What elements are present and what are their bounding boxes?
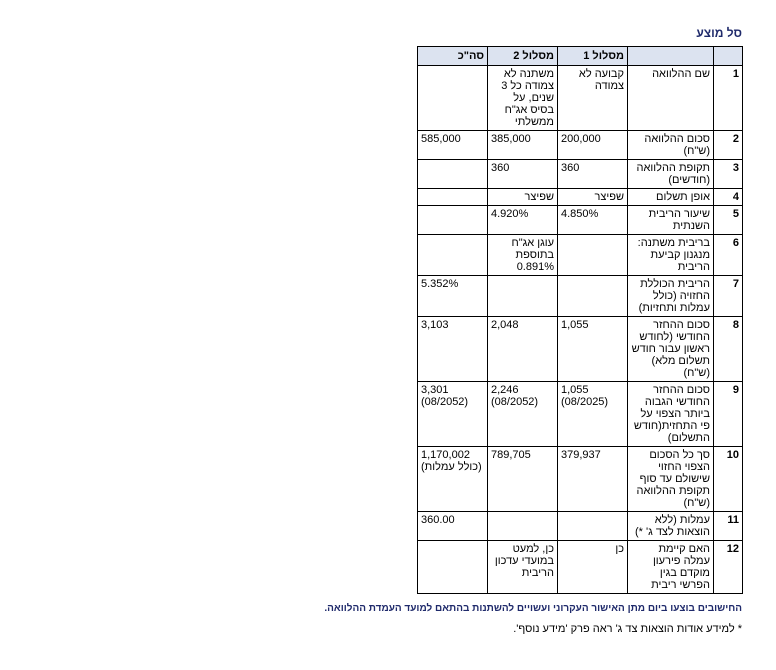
row-label-text: הריבית הכוללת החזויה (כולל עמלות ותחזיות) (638, 278, 710, 314)
row-label (628, 160, 714, 189)
route1-cell (558, 66, 628, 131)
calculation-note: החישובים בוצעו ביום מתן האישור העקרוני ועשויים להשתנות בהתאם למועד העמדת ההלוואה. (324, 603, 742, 614)
row-number (714, 276, 743, 317)
row-number-text: 9 (732, 384, 739, 396)
route2-cell (488, 317, 558, 382)
row-label (628, 541, 714, 594)
route2-cell (488, 276, 558, 317)
row-number (714, 160, 743, 189)
route1-cell (558, 512, 628, 541)
route2-cell-text: 2,048 (491, 319, 519, 331)
row-label-text: שיעור הריבית השנתית (648, 208, 710, 232)
route2-cell-text: שפיצר (524, 191, 554, 203)
total-cell (418, 447, 488, 512)
route2-cell (488, 235, 558, 276)
total-cell-subtext: (08/2052) (421, 396, 469, 408)
row-number (714, 131, 743, 160)
route1-cell-text: 379,937 (561, 449, 601, 461)
route1-cell (558, 131, 628, 160)
row-number-text: 2 (732, 133, 739, 145)
route2-cell-text: משתנה לא צמודה כל 3 שנים, על בסיס אג"ח ממשלתי (501, 68, 554, 128)
route1-cell-text: 1,055 (561, 384, 589, 396)
total-cell-text: 360.00 (421, 514, 455, 526)
total-cell-text: 3,301 (421, 384, 449, 396)
route2-cell-text: 360 (491, 162, 510, 174)
row-number-text: 3 (732, 162, 739, 174)
header-num (714, 47, 743, 66)
table-row (418, 66, 743, 131)
row-number-text: 12 (726, 543, 739, 555)
route1-cell-text: 200,000 (561, 133, 601, 145)
total-cell (418, 206, 488, 235)
route2-cell (488, 131, 558, 160)
total-cell (418, 382, 488, 447)
header-label (628, 47, 714, 66)
row-label (628, 447, 714, 512)
table-row (418, 512, 743, 541)
table-row (418, 317, 743, 382)
table-row (418, 541, 743, 594)
route1-cell-text: 1,055 (561, 319, 589, 331)
total-cell-subtext: (כולל עמלות) (421, 461, 482, 473)
route1-cell (558, 317, 628, 382)
table-header-row (418, 47, 743, 66)
header-total: סה"כ (418, 47, 488, 66)
row-label (628, 131, 714, 160)
notes-section (0, 602, 742, 636)
header-route2: מסלול 2 (488, 47, 558, 66)
row-label (628, 276, 714, 317)
route1-cell-subtext: (08/2025) (561, 396, 609, 408)
row-number (714, 512, 743, 541)
row-number-text: 4 (732, 191, 739, 203)
row-label-text: סכום ההלוואה (ש"ח) (644, 133, 710, 157)
route1-cell (558, 206, 628, 235)
total-cell (418, 512, 488, 541)
route2-cell (488, 541, 558, 594)
table-row (418, 447, 743, 512)
route1-cell (558, 235, 628, 276)
route1-cell-text: 4.850% (561, 208, 599, 220)
row-number-text: 8 (732, 319, 739, 331)
row-label-text: תקופת ההלוואה (חודשים) (636, 162, 710, 186)
row-number (714, 317, 743, 382)
header-route1: מסלול 1 (558, 47, 628, 66)
total-cell (418, 541, 488, 594)
row-label-text: סכום ההחזר החודשי (לחודש ראשון עבור חודש תשלום מלא)(ש"ח) (631, 319, 710, 379)
route2-cell-text: עוגן אג"ח בתוספת 0.891% (511, 237, 554, 273)
row-label (628, 66, 714, 131)
row-number-text: 7 (732, 278, 739, 290)
total-cell (418, 189, 488, 206)
route2-cell-subtext: (08/2052) (491, 396, 539, 408)
route1-cell (558, 447, 628, 512)
route1-cell-text: 360 (561, 162, 580, 174)
row-label-text: אופן תשלום (656, 191, 710, 203)
row-number (714, 447, 743, 512)
row-label (628, 317, 714, 382)
row-number-text: 11 (727, 514, 739, 526)
route1-cell (558, 541, 628, 594)
total-cell (418, 276, 488, 317)
row-number (714, 382, 743, 447)
route1-cell (558, 276, 628, 317)
route2-cell (488, 160, 558, 189)
table-body (418, 66, 743, 594)
footnote: * למידע אודות הוצאות צד ג' ראה פרק 'מידע נוסף'. (513, 623, 742, 635)
route2-cell (488, 382, 558, 447)
total-cell (418, 66, 488, 131)
table-row (418, 189, 743, 206)
row-label-text: בריבית משתנה: מנגנון קביעת הריבית (637, 237, 710, 273)
table-row (418, 206, 743, 235)
row-label-text: עמלות (ללא הוצאות לצד ג' *) (635, 514, 710, 538)
row-label (628, 189, 714, 206)
route1-cell (558, 382, 628, 447)
route1-cell-text: שפיצר (594, 191, 624, 203)
row-number-text: 6 (732, 237, 739, 249)
route1-cell-text: כן (615, 543, 624, 555)
row-label (628, 382, 714, 447)
route2-cell-text: 385,000 (491, 133, 531, 145)
route2-cell (488, 189, 558, 206)
page-title: סל מוצע (696, 26, 742, 40)
total-cell (418, 131, 488, 160)
row-label-text: שם ההלוואה (652, 68, 710, 80)
total-cell-text: 1,170,002 (421, 449, 470, 461)
route1-cell (558, 189, 628, 206)
row-number (714, 206, 743, 235)
row-label-text: סך כל הסכום הצפוי החזוי שישולם עד סוף תקופת ההלוואה (ש"ח) (636, 449, 710, 509)
row-label (628, 206, 714, 235)
table-row (418, 235, 743, 276)
route2-cell (488, 66, 558, 131)
route2-cell-text: 2,246 (491, 384, 519, 396)
route2-cell-text: 789,705 (491, 449, 531, 461)
loan-comparison-table (417, 46, 743, 594)
route2-cell-text: כן, למעט במועדי עדכון הריבית (494, 543, 554, 579)
route2-cell-text: 4.920% (491, 208, 529, 220)
row-number (714, 235, 743, 276)
table-container (0, 46, 743, 594)
total-cell-text: 3,103 (421, 319, 449, 331)
route1-cell (558, 160, 628, 189)
row-number-text: 5 (732, 208, 739, 220)
total-cell (418, 317, 488, 382)
route2-cell (488, 206, 558, 235)
row-number (714, 66, 743, 131)
route2-cell (488, 447, 558, 512)
table-row (418, 131, 743, 160)
row-label-text: סכום ההחזר החודשי הגבוה ביותר הצפוי על פי התחזית(חודש התשלום) (633, 384, 710, 444)
total-cell (418, 160, 488, 189)
row-label-text: האם קיימת עמלה פירעון מוקדם בגין הפרשי ריבית (651, 543, 710, 591)
route1-cell-text: קבועה לא צמודה (578, 68, 624, 92)
row-number (714, 189, 743, 206)
table-row (418, 382, 743, 447)
table-row (418, 276, 743, 317)
route2-cell (488, 512, 558, 541)
total-cell-text: 585,000 (421, 133, 461, 145)
row-number-text: 1 (732, 68, 739, 80)
row-label (628, 512, 714, 541)
row-number (714, 541, 743, 594)
total-cell (418, 235, 488, 276)
row-label (628, 235, 714, 276)
row-number-text: 10 (726, 449, 739, 461)
total-cell-text: 5.352% (421, 278, 459, 290)
table-row (418, 160, 743, 189)
